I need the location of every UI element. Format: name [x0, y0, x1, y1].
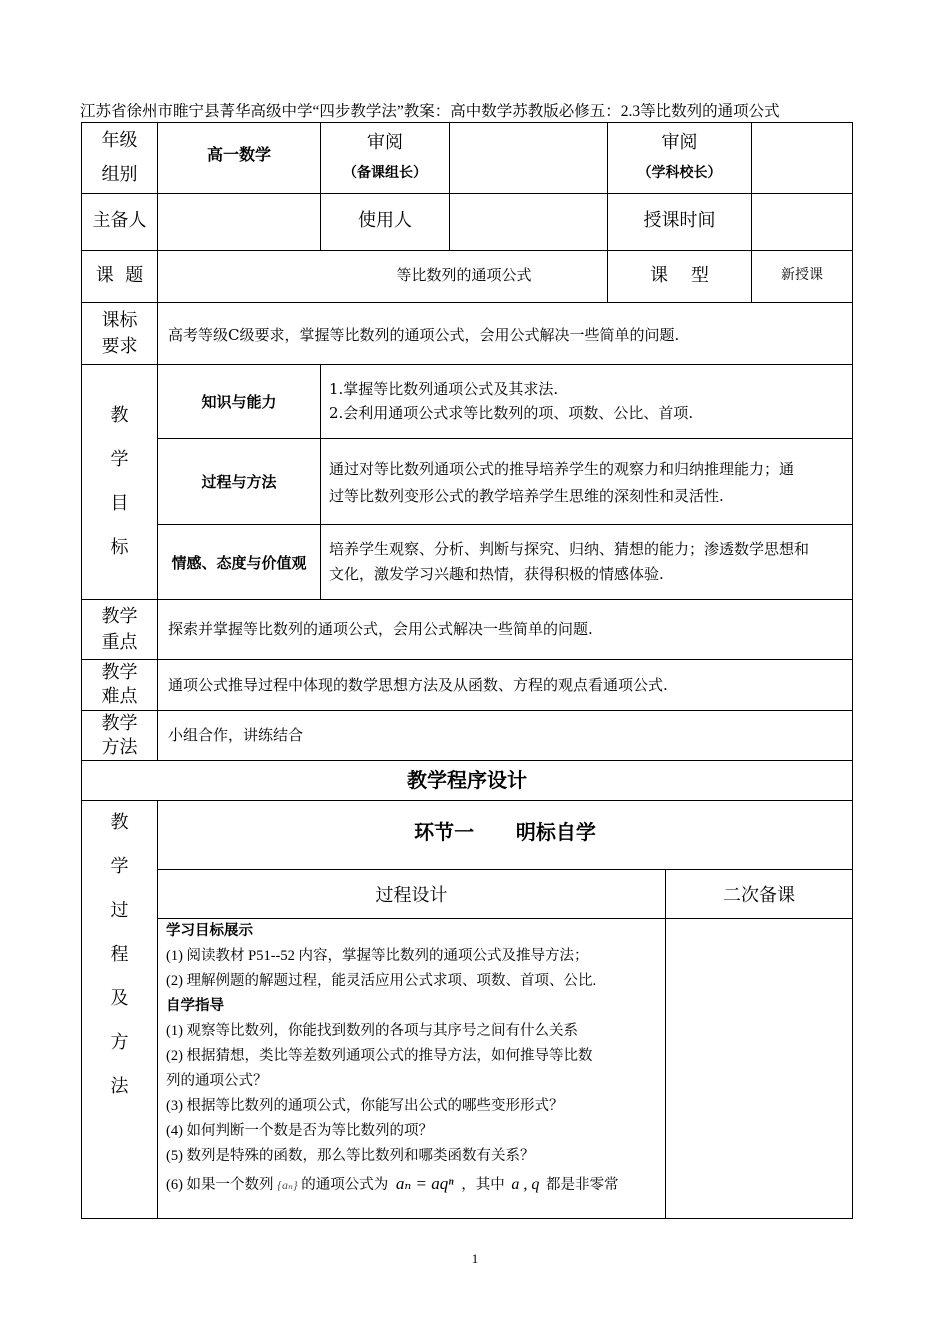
objective-emotion-text [329, 537, 851, 587]
process-char: 及 [110, 988, 129, 1009]
guide-item-mid: 的通项公式为 [301, 1177, 389, 1193]
guide-item: (2) 根据猜想，类比等差数列通项公式的推导方法，如何推导等比数 [166, 1048, 593, 1064]
difficulty-label [82, 660, 157, 710]
objective-knowledge-name: 知识与能力 [201, 393, 277, 411]
objectives-char: 学 [110, 449, 129, 470]
table-border-right [852, 122, 853, 1219]
objective-line: 2.会利用通项公式求等比数列的项、项数、公比、首项. [329, 404, 694, 422]
variables-formula: a , q [511, 1176, 540, 1193]
objective-process-text [329, 456, 851, 510]
process-label [82, 801, 157, 1109]
method-label [82, 711, 157, 760]
guide-item: (4) 如何判断一个数是否为等比数列的项？ [166, 1123, 434, 1139]
difficulty-label-line1: 教学 [101, 662, 138, 683]
topic-value: 等比数列的通项公式 [396, 265, 532, 284]
method-label-line1: 教学 [101, 712, 138, 734]
grade-label-line1: 年级 [101, 130, 138, 151]
objectives-char: 目 [110, 493, 129, 514]
page-number: 1 [471, 1251, 479, 1266]
col-second-header: 二次备课 [723, 885, 795, 906]
process-char: 过 [110, 900, 129, 921]
time-label: 授课时间 [643, 210, 716, 231]
objective-line: 培养学生观察、分析、判断与探究、归纳、猜想的能力；渗透数学思想和 [329, 540, 810, 558]
guide-item: 列的通项公式？ [166, 1073, 268, 1089]
col-divider [449, 122, 450, 250]
program-title: 教学程序设计 [407, 767, 527, 792]
objective-knowledge-text [329, 377, 849, 425]
guide-item-prefix: (6) 如果一个数列 [166, 1177, 274, 1193]
row-divider [81, 302, 853, 303]
objective-process-name: 过程与方法 [201, 473, 277, 491]
guide-item-mid2: ，其中 [461, 1177, 505, 1193]
objective-line: 通过对等比数列通项公式的推导培养学生的观察力和归纳推理能力；通 [329, 460, 795, 478]
user-label: 使用人 [358, 210, 412, 231]
review-label: 审阅 [661, 132, 698, 153]
goal-item: (2) 理解例题的解题过程，能灵活应用公式求项、项数、首项、公比. [166, 973, 597, 989]
sequence-formula: {aₙ} [277, 1178, 298, 1192]
key-point-value: 探索并掌握等比数列的通项公式，会用公式解决一些简单的问题. [168, 620, 593, 638]
col-divider [665, 869, 666, 1218]
general-term-formula: aₙ = aqⁿ [395, 1174, 454, 1193]
difficulty-label-line2: 难点 [101, 686, 138, 707]
goals-heading: 学习目标展示 [166, 923, 253, 939]
process-char: 学 [110, 856, 129, 877]
row-divider [81, 659, 853, 660]
grade-value: 高一数学 [206, 144, 271, 164]
standard-label-line1: 课标 [101, 309, 138, 331]
standard-value: 高考等级C级要求，掌握等比数列的通项公式，会用公式解决一些简单的问题. [168, 326, 680, 344]
col-divider [320, 364, 321, 599]
review-group-leader [321, 123, 449, 193]
method-value: 小组合作，讲练结合 [168, 726, 304, 744]
grade-label [82, 123, 157, 193]
key-point-label-line1: 教学 [101, 605, 138, 627]
difficulty-value: 通项公式推导过程中体现的数学思想方法及从函数、方程的观点看通项公式. [168, 676, 668, 694]
objectives-char: 教 [110, 405, 129, 426]
objectives-label [82, 365, 157, 599]
review-principal [608, 123, 751, 193]
process-char: 程 [110, 944, 129, 965]
key-point-label [82, 600, 157, 659]
col-divider [157, 800, 158, 1218]
objective-emotion-name: 情感、态度与价值观 [171, 553, 307, 572]
objective-line: 过等比数列变形公式的教学培养学生思维的深刻性和灵活性. [329, 487, 724, 505]
type-label: 课 型 [650, 265, 709, 286]
guide-item-suffix: 都是非零常 [545, 1177, 619, 1193]
row-divider [81, 710, 853, 711]
col-design-header: 过程设计 [375, 885, 448, 906]
guide-item: (1) 观察等比数列，你能找到数列的各项与其序号之间有什么关系 [166, 1023, 579, 1039]
objective-line: 1.掌握等比数列通项公式及其求法. [329, 380, 559, 398]
process-char: 方 [110, 1032, 129, 1053]
guide-item-6 [166, 1169, 664, 1200]
type-value: 新授课 [781, 267, 823, 283]
guide-item: (3) 根据等比数列的通项公式，你能写出公式的哪些变形形式？ [166, 1098, 564, 1114]
process-char: 法 [110, 1076, 129, 1097]
process-content [166, 919, 664, 1200]
grade-label-line2: 组别 [101, 164, 138, 185]
review-sub: （学科校长） [637, 165, 722, 181]
review-sub: （备课组长） [343, 165, 427, 181]
section-title: 环节一 明标自学 [414, 819, 596, 844]
review-label: 审阅 [367, 132, 403, 153]
standard-label-line2: 要求 [101, 335, 138, 357]
table-border-bottom [81, 1218, 853, 1219]
objectives-char: 标 [110, 537, 129, 558]
topic-label: 课 题 [95, 265, 144, 286]
guide-heading: 自学指导 [166, 998, 224, 1014]
method-label-line2: 方法 [101, 736, 138, 758]
document-header: 江苏省徐州市睢宁县菁华高级中学“四步教学法”教案：高中数学苏教版必修五：2.3等比数列的通项公式 [80, 103, 780, 120]
goal-item: (1) 阅读教材 P51--52 内容，掌握等比数列的通项公式及推导方法； [166, 948, 589, 964]
preparer-label: 主备人 [92, 210, 147, 231]
row-divider [81, 599, 853, 600]
standard-label [82, 303, 157, 364]
process-char: 教 [110, 812, 129, 833]
guide-item: (5) 数列是特殊的函数，那么等比数列和哪类函数有关系？ [166, 1148, 535, 1164]
objective-line: 文化，激发学习兴趣和热情，获得积极的情感体验. [329, 565, 664, 583]
key-point-label-line2: 重点 [101, 631, 138, 653]
